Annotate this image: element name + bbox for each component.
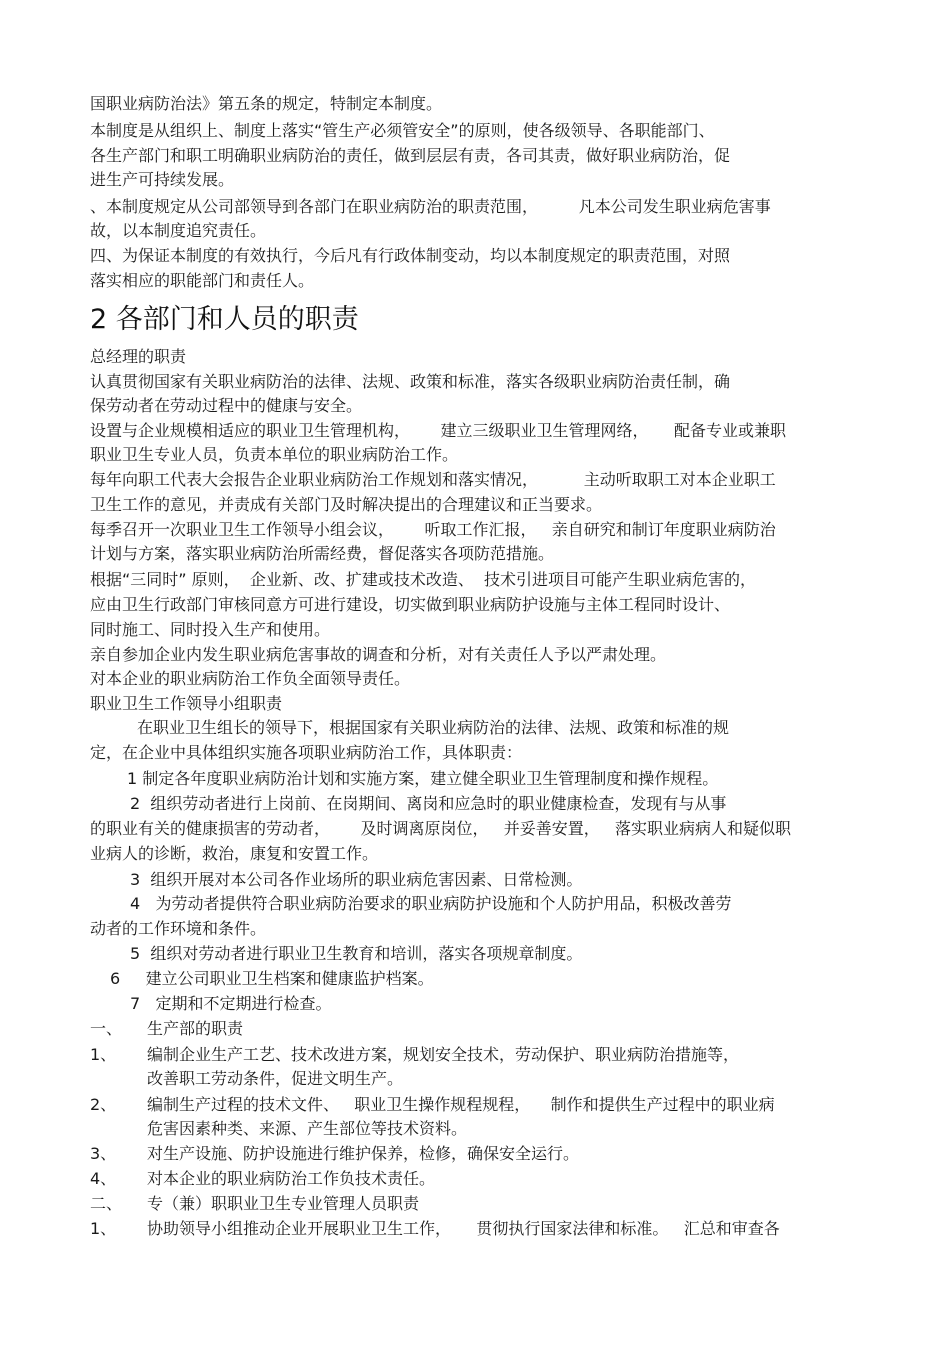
paragraph-line: 本制度是从组织上、制度上落实“管生产必须管安全”的原则，使各级领导、各职能部门、 <box>90 121 715 140</box>
paragraph-line: 定，在企业中具体组织实施各项职业病防治工作，具体职责： <box>90 743 523 762</box>
list-item-cont: 危害因素种类、来源、产生部位等技术资料。 <box>147 1119 468 1138</box>
paragraph-line: 认真贯彻国家有关职业病防治的法律、法规、政策和标准，落实各级职业病防治责任制，确 <box>90 372 731 391</box>
list-item: 6 建立公司职业卫生档案和健康监护档案。 <box>110 969 434 988</box>
list-item: 编制生产过程的技术文件、 职业卫生操作规程规程， 制作和提供生产过程中的职业病 <box>147 1095 775 1114</box>
paragraph-line: 故，以本制度追究责任。 <box>90 221 267 240</box>
paragraph-line: 保劳动者在劳动过程中的健康与安全。 <box>90 396 363 415</box>
paragraph-line: 根据“三同时” 原则， 企业新、改、扩建或技术改造、 技术引进项目可能产生职业病危害的， <box>90 570 757 589</box>
list-item: 对本企业的职业病防治工作负技术责任。 <box>147 1169 436 1188</box>
paragraph-line: 落实相应的职能部门和责任人。 <box>90 271 315 290</box>
list-item-cont: 业病人的诊断，救治，康复和安置工作。 <box>90 844 379 863</box>
paragraph-line: 四、为保证本制度的有效执行，今后凡有行政体制变动，均以本制度规定的职责范围，对照 <box>90 246 731 265</box>
list-item-cont: 动者的工作环境和条件。 <box>90 919 267 938</box>
subheading: 专（兼）职职业卫生专业管理人员职责 <box>147 1194 420 1213</box>
paragraph-line: 职业卫生专业人员，负责本单位的职业病防治工作。 <box>90 445 459 464</box>
list-item: 对生产设施、防护设施进行维护保养，检修，确保安全运行。 <box>147 1144 580 1163</box>
subheading: 职业卫生工作领导小组职责 <box>90 694 283 713</box>
paragraph-line: 应由卫生行政部门审核同意方可进行建设，切实做到职业病防护设施与主体工程同时设计、 <box>90 595 731 614</box>
paragraph-line: 对本企业的职业病防治工作负全面领导责任。 <box>90 669 411 688</box>
paragraph-line: 各生产部门和职工明确职业病防治的责任，做到层层有责，各司其责，做好职业病防治，促 <box>90 146 731 165</box>
paragraph-line: 在职业卫生组长的领导下，根据国家有关职业病防治的法律、法规、政策和标准的规 <box>137 718 730 737</box>
item-number: 1、 <box>90 1219 117 1238</box>
list-item: 1 制定各年度职业病防治计划和实施方案，建立健全职业卫生管理制度和操作规程。 <box>127 769 719 788</box>
paragraph-line: 进生产可持续发展。 <box>90 170 235 189</box>
list-item: 3 组织开展对本公司各作业场所的职业病危害因素、日常检测。 <box>130 870 583 889</box>
section-heading: 2 各部门和人员的职责 <box>90 304 359 335</box>
paragraph-line: 计划与方案，落实职业病防治所需经费，督促落实各项防范措施。 <box>90 544 555 563</box>
list-item: 协助领导小组推动企业开展职业卫生工作， 贯彻执行国家法律和标准。 汇总和审查各 <box>147 1219 780 1238</box>
section-number: 一、 <box>90 1019 123 1038</box>
item-number: 3、 <box>90 1144 117 1163</box>
list-item-cont: 改善职工劳动条件，促进文明生产。 <box>147 1069 404 1088</box>
paragraph-line: 同时施工、同时投入生产和使用。 <box>90 620 331 639</box>
paragraph-line: 卫生工作的意见，并责成有关部门及时解决提出的合理建议和正当要求。 <box>90 495 603 514</box>
item-number: 2、 <box>90 1095 117 1114</box>
paragraph-line: 、本制度规定从公司部领导到各部门在职业病防治的职责范围， 凡本公司发生职业病危害事 <box>90 197 771 216</box>
paragraph-line: 每年向职工代表大会报告企业职业病防治工作规划和落实情况， 主动听取职工对本企业职工 <box>90 470 776 489</box>
subheading: 总经理的职责 <box>90 347 187 366</box>
list-item: 2 组织劳动者进行上岗前、在岗期间、离岗和应急时的职业健康检查，发现有与从事 <box>130 794 727 813</box>
item-number: 4、 <box>90 1169 117 1188</box>
list-item: 5 组织对劳动者进行职业卫生教育和培训，落实各项规章制度。 <box>130 944 583 963</box>
item-number: 1、 <box>90 1045 117 1064</box>
paragraph-line: 亲自参加企业内发生职业病危害事故的调查和分析，对有关责任人予以严肃处理。 <box>90 645 667 664</box>
list-item: 4 为劳动者提供符合职业病防治要求的职业病防护设施和个人防护用品，积极改善劳 <box>130 894 732 913</box>
paragraph-line: 国职业病防治法》第五条的规定，特制定本制度。 <box>90 94 443 113</box>
paragraph-line: 设置与企业规模相适应的职业卫生管理机构， 建立三级职业卫生管理网络， 配备专业或兼职 <box>90 421 786 440</box>
list-item: 编制企业生产工艺、技术改进方案，规划安全技术，劳动保护、职业病防治措施等， <box>147 1045 740 1064</box>
section-number: 二、 <box>90 1194 123 1213</box>
list-item: 7 定期和不定期进行检查。 <box>130 994 332 1013</box>
list-item-cont: 的职业有关的健康损害的劳动者， 及时调离原岗位， 并妥善安置， 落实职业病病人和疑似职 <box>90 819 792 838</box>
paragraph-line: 每季召开一次职业卫生工作领导小组会议， 听取工作汇报， 亲自研究和制订年度职业病防治 <box>90 520 776 539</box>
subheading: 生产部的职责 <box>147 1019 244 1038</box>
